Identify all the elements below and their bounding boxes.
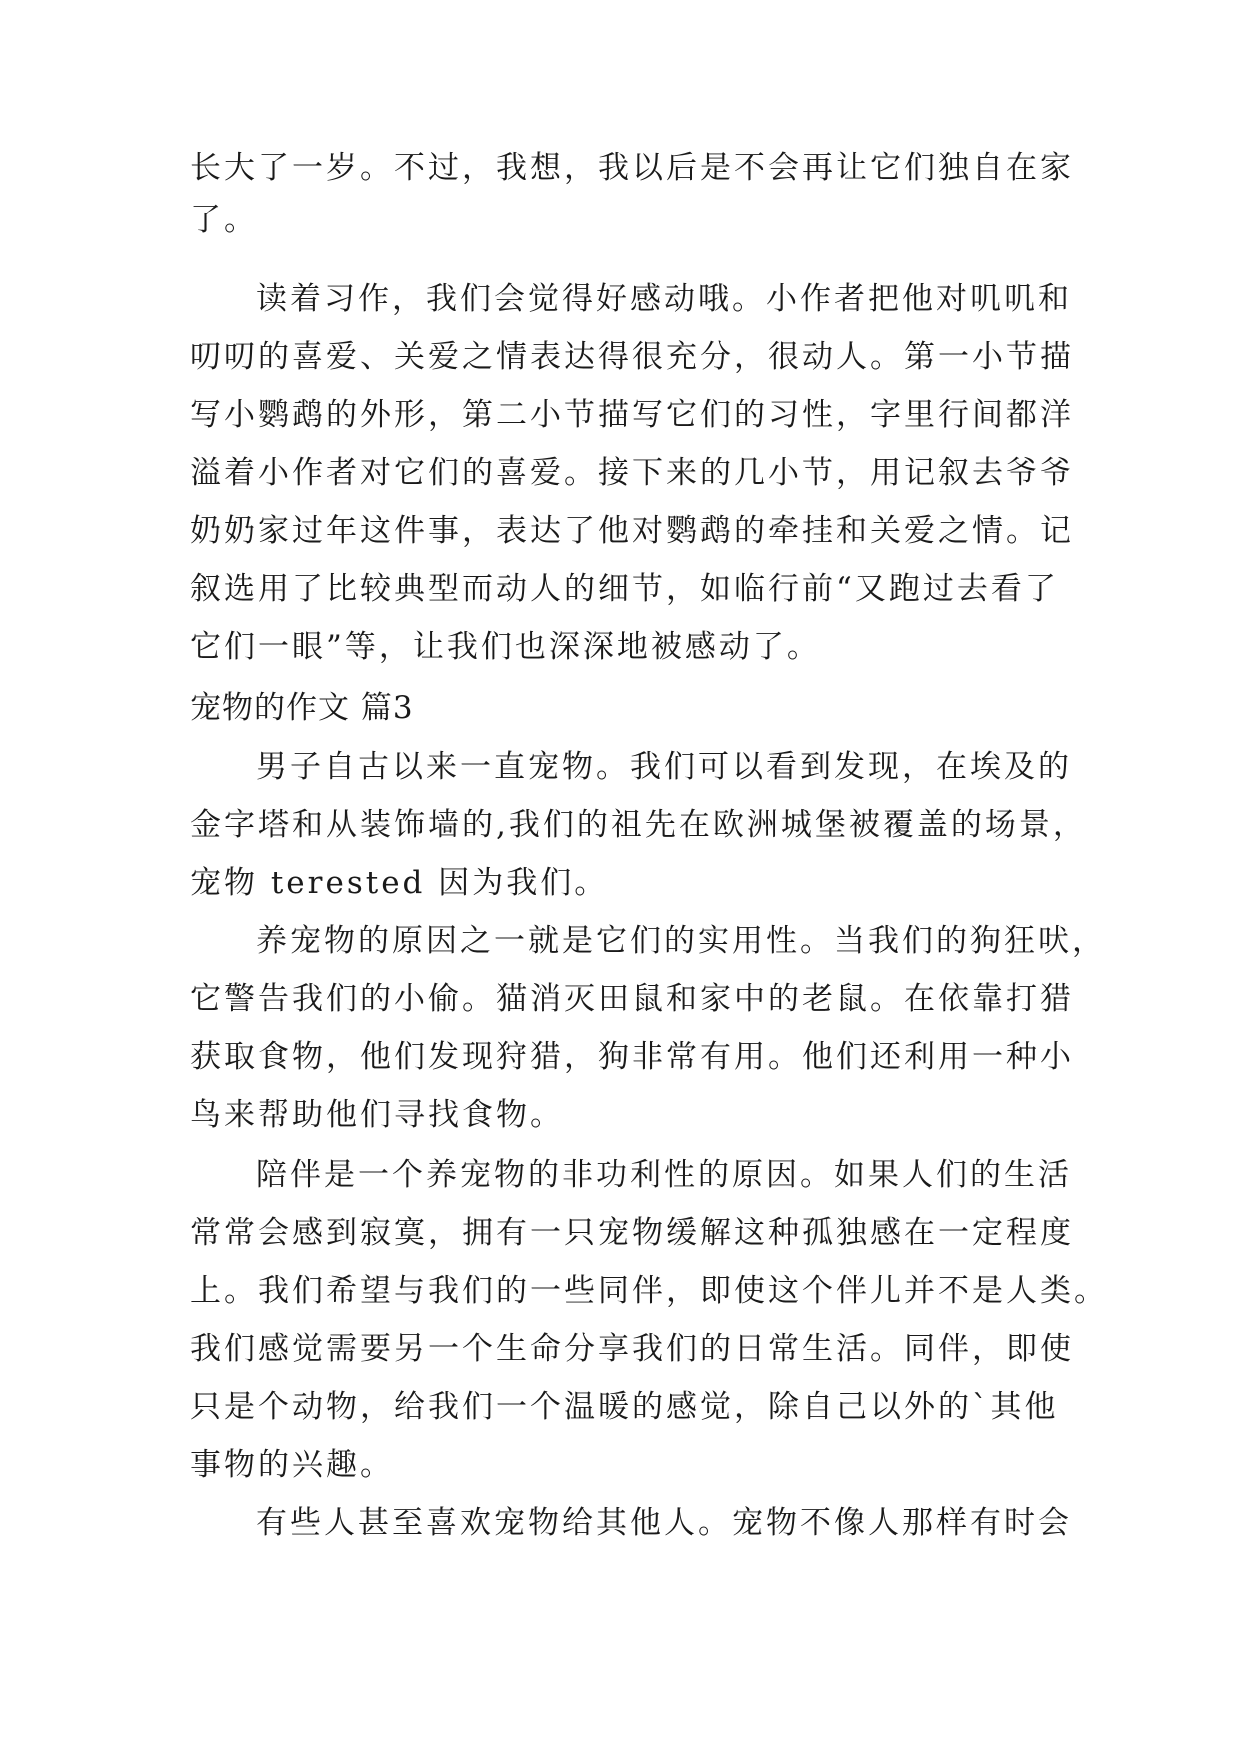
text-line: 常常会感到寂寞，拥有一只宠物缓解这种孤独感在一定程度 — [190, 1215, 1074, 1251]
paragraph-first-line: 有些人甚至喜欢宠物给其他人。宠物不像人那样有时会 — [256, 1505, 1072, 1541]
text-line: 金字塔和从装饰墙的,我们的祖先在欧洲城堡被覆盖的场景， — [190, 807, 1087, 843]
paragraph-first-line: 养宠物的原因之一就是它们的实用性。当我们的狗狂吠， — [256, 923, 1106, 959]
text-line: 宠物 terested 因为我们。 — [190, 865, 609, 901]
section-heading: 宠物的作文 篇3 — [190, 690, 414, 726]
text-line: 长大了一岁。不过，我想，我以后是不会再让它们独自在家 — [190, 150, 1074, 186]
text-line: 它警告我们的小偷。猫消灭田鼠和家中的老鼠。在依靠打猎 — [190, 981, 1074, 1017]
text-line: 事物的兴趣。 — [190, 1447, 394, 1483]
text-line: 上。我们希望与我们的一些同伴，即使这个伴儿并不是人类。 — [190, 1273, 1108, 1309]
text-line: 只是个动物，给我们一个温暖的感觉，除自己以外的`其他 — [190, 1389, 1059, 1425]
paragraph-first-line: 男子自古以来一直宠物。我们可以看到发现，在埃及的 — [256, 749, 1072, 785]
text-line: 我们感觉需要另一个生命分享我们的日常生活。同伴，即使 — [190, 1331, 1074, 1367]
text-line: 鸟来帮助他们寻找食物。 — [190, 1097, 564, 1133]
text-line: 了。 — [190, 202, 258, 238]
text-line: 它们一眼”等，让我们也深深地被感动了。 — [190, 629, 821, 665]
paragraph-first-line: 读着习作，我们会觉得好感动哦。小作者把他对叽叽和 — [256, 281, 1072, 317]
text-line: 奶奶家过年这件事，表达了他对鹦鹉的牵挂和关爱之情。记 — [190, 513, 1074, 549]
paragraph-first-line: 陪伴是一个养宠物的非功利性的原因。如果人们的生活 — [256, 1157, 1072, 1193]
text-line: 获取食物，他们发现狩猎，狗非常有用。他们还利用一种小 — [190, 1039, 1074, 1075]
text-line: 写小鹦鹉的外形，第二小节描写它们的习性，字里行间都洋 — [190, 397, 1074, 433]
text-line: 溢着小作者对它们的喜爱。接下来的几小节，用记叙去爷爷 — [190, 455, 1074, 491]
text-line: 叨叨的喜爱、关爱之情表达得很充分，很动人。第一小节描 — [190, 339, 1074, 375]
text-line: 叙选用了比较典型而动人的细节，如临行前“又跑过去看了 — [190, 571, 1059, 607]
